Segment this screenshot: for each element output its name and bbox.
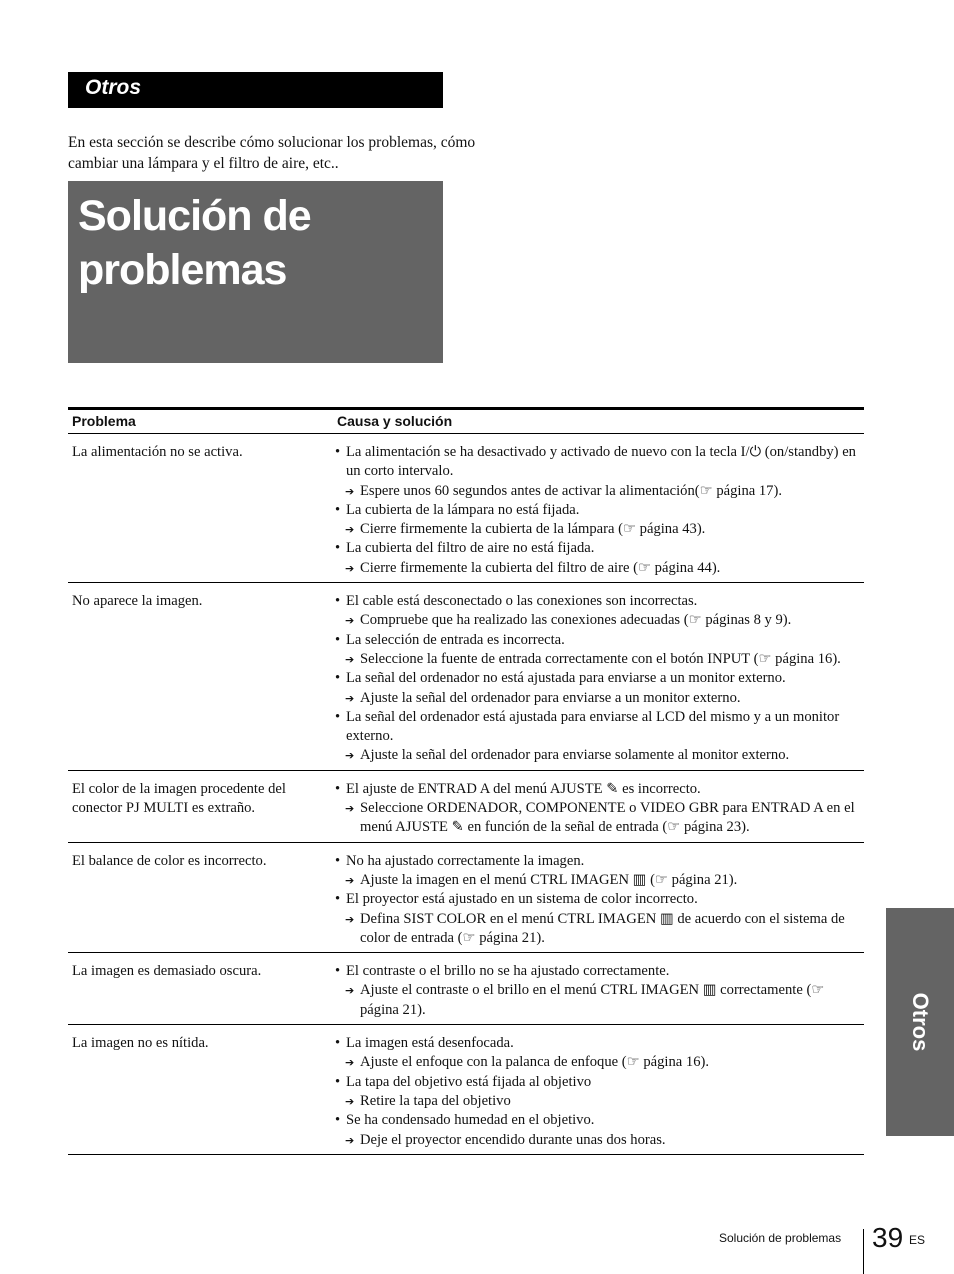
arrow-right-icon: ➔: [345, 484, 355, 498]
cause-cell: [333, 586, 864, 766]
solution-item: [333, 482, 858, 501]
table-row: [68, 1025, 864, 1155]
problem-cell: La alimentación no se activa.: [72, 444, 243, 460]
solution-text: Ajuste el contraste o el brillo en el menú CTRL IMAGEN ▥ correctamente (☞ página 21).: [360, 982, 825, 1018]
arrow-right-icon: ➔: [345, 802, 355, 816]
arrow-right-icon: ➔: [345, 984, 355, 998]
page-number: 39: [872, 1222, 904, 1253]
table-row: [68, 771, 864, 843]
arrow-right-icon: ➔: [345, 873, 355, 887]
arrow-right-icon: ➔: [345, 561, 355, 575]
arrow-right-icon: ➔: [345, 1133, 355, 1147]
solution-text: Seleccione ORDENADOR, COMPONENTE o VIDEO GBR para ENTRAD A en el menú AJUSTE ✎ en función de la señal de entrada (☞ página 23).: [360, 800, 855, 836]
cause-item: • La señal del ordenador está ajustada para enviarse al LCD del mismo y a un monitor externo.: [333, 708, 858, 747]
problem-cell: La imagen es demasiado oscura.: [72, 963, 262, 980]
cause-item: • La selección de entrada es incorrecta.: [333, 631, 858, 650]
table-row: [68, 583, 864, 771]
solution-text: Cierre firmemente la cubierta del filtro de aire (☞ página 44).: [360, 559, 721, 576]
cause-item: • Se ha condensado humedad en el objetivo.: [333, 1111, 858, 1130]
solution-text: Defina SIST COLOR en el menú CTRL IMAGEN ▥ de acuerdo con el sistema de color de entrada (☞ página 21).: [360, 910, 845, 946]
footer-section-label: Solución de problemas: [719, 1231, 842, 1245]
solution-item: [333, 1131, 858, 1150]
cause-cell: [333, 774, 864, 838]
solution-item: [333, 1053, 858, 1072]
cause-item: • El cable está desconectado o las conexiones son incorrectas.: [333, 592, 858, 611]
problem-cell: No aparece la imagen.: [72, 593, 203, 610]
cause-item: • La alimentación se ha desactivado y activado de nuevo con la tecla I/⏻ (on/standby) en un corto intervalo.: [333, 443, 858, 482]
column-header-problem: Problema: [72, 413, 136, 429]
table-body: [68, 434, 864, 1155]
solution-text: Deje el proyector encendido durante unas dos horas.: [360, 1131, 666, 1148]
column-header-cause: Causa y solución: [337, 413, 453, 429]
table-row: [68, 953, 864, 1025]
solution-item: [333, 1092, 858, 1111]
solution-item: [333, 799, 858, 838]
cause-item: • La imagen está desenfocada.: [333, 1034, 858, 1053]
table-row: [68, 843, 864, 953]
solution-text: Retire la tapa del objetivo: [360, 1092, 511, 1109]
solution-text: Compruebe que ha realizado las conexiones adecuadas (☞ páginas 8 y 9).: [360, 612, 792, 629]
cause-cell: [333, 437, 864, 578]
arrow-right-icon: ➔: [345, 691, 355, 705]
cause-cell: [333, 956, 864, 1020]
cause-item: • La cubierta de la lámpara no está fijada.: [333, 501, 858, 520]
solution-item: [333, 910, 858, 949]
problem-cell: El balance de color es incorrecto.: [72, 852, 267, 869]
problem-cell: La imagen no es nítida.: [72, 1035, 209, 1052]
solution-item: [333, 611, 858, 630]
arrow-right-icon: ➔: [345, 1094, 355, 1108]
cause-item: • La señal del ordenador no está ajustada para enviarse a un monitor externo.: [333, 669, 858, 688]
footer-divider: [863, 1229, 864, 1274]
arrow-right-icon: ➔: [345, 749, 355, 763]
problem-cell: El color de la imagen procedente del conector PJ MULTI es extraño.: [72, 780, 286, 817]
table-header: [68, 410, 864, 434]
solution-text: Ajuste la imagen en el menú CTRL IMAGEN ▥ (☞ página 21).: [360, 871, 738, 888]
solution-item: [333, 520, 858, 539]
table-row: [68, 434, 864, 583]
cause-item: • El proyector está ajustado en un sistema de color incorrecto.: [333, 890, 858, 909]
solution-item: [333, 559, 858, 578]
solution-item: [333, 689, 858, 708]
cause-item: • La tapa del objetivo está fijada al objetivo: [333, 1073, 858, 1092]
arrow-right-icon: ➔: [345, 912, 355, 926]
solution-item: [333, 871, 858, 890]
cause-item: • La cubierta del filtro de aire no está fijada.: [333, 539, 858, 558]
page-language: ES: [909, 1233, 926, 1247]
solution-text: Cierre firmemente la cubierta de la lámpara (☞ página 43).: [360, 521, 706, 538]
side-tab-label: Otros: [908, 992, 933, 1052]
cause-item: • El ajuste de ENTRAD A del menú AJUSTE ✎ es incorrecto.: [333, 780, 858, 799]
cause-item: • No ha ajustado correctamente la imagen.: [333, 852, 858, 871]
cause-item: • El contraste o el brillo no se ha ajustado correctamente.: [333, 962, 858, 981]
solution-text: Seleccione la fuente de entrada correctamente con el botón INPUT (☞ página 16).: [360, 650, 841, 667]
section-title: Otros: [85, 76, 142, 99]
chapter-title-block: [68, 181, 443, 363]
solution-text: Espere unos 60 segundos antes de activar la alimentación(☞ página 17).: [360, 482, 782, 499]
solution-item: [333, 650, 858, 669]
troubleshooting-table: [68, 407, 864, 1155]
solution-text: Ajuste el enfoque con la palanca de enfoque (☞ página 16).: [360, 1054, 710, 1071]
intro-paragraph: En esta sección se describe cómo solucionar los problemas, cómo cambiar una lámpara y el filtro de aire, etc..: [68, 134, 476, 172]
page-title: Solución de problemas: [78, 192, 311, 294]
cause-cell: [333, 846, 864, 948]
section-header-bar: [68, 72, 443, 108]
arrow-right-icon: ➔: [345, 652, 355, 666]
solution-text: Ajuste la señal del ordenador para enviarse solamente al monitor externo.: [360, 747, 790, 764]
solution-item: [333, 981, 858, 1020]
side-tab: [886, 908, 954, 1136]
cause-cell: [333, 1028, 864, 1150]
arrow-right-icon: ➔: [345, 614, 355, 628]
arrow-right-icon: ➔: [345, 523, 355, 537]
solution-item: [333, 746, 858, 765]
arrow-right-icon: ➔: [345, 1056, 355, 1070]
solution-text: Ajuste la señal del ordenador para enviarse a un monitor externo.: [360, 689, 741, 706]
